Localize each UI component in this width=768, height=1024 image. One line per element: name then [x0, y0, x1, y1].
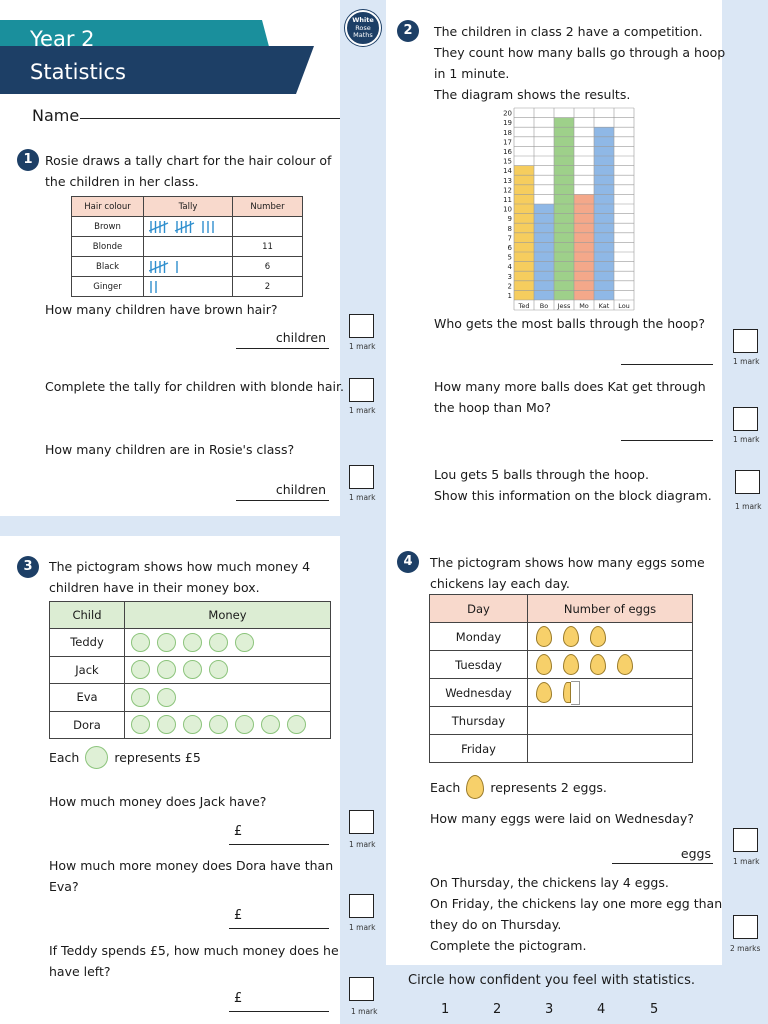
y-tick-label: 7	[507, 234, 512, 243]
q2-question-c-line: Show this information on the block diagram.	[434, 488, 712, 503]
q1-question-c: How many children are in Rosie's class?	[45, 442, 295, 457]
child-name: Teddy	[50, 629, 125, 657]
tally-colour: Ginger	[72, 277, 144, 297]
y-tick-label: 12	[503, 186, 512, 195]
mark-box[interactable]	[349, 894, 374, 918]
q2-question-c	[434, 464, 712, 506]
y-tick-label: 8	[507, 224, 512, 233]
block-diagram	[498, 104, 638, 316]
coin-icon	[287, 715, 306, 734]
day-name: Thursday	[430, 707, 528, 735]
coin-icon	[183, 633, 202, 652]
q4-intro-line: The pictogram shows how many eggs some	[430, 555, 705, 570]
coin-icon	[157, 688, 176, 707]
y-tick-label: 17	[503, 138, 512, 147]
q2-question-b-line: the hoop than Mo?	[434, 400, 552, 415]
eggs-header-number: Number of eggs	[528, 595, 693, 623]
y-tick-label: 3	[507, 272, 512, 281]
mark-box[interactable]	[349, 465, 374, 489]
answer-line[interactable]	[236, 348, 329, 349]
tally-number: 6	[233, 257, 303, 277]
bar-jess	[554, 118, 574, 300]
q3-question-c-line: have left?	[49, 964, 111, 979]
tally-colour: Blonde	[72, 237, 144, 257]
q1-question-b: Complete the tally for children with blonde hair.	[45, 379, 344, 394]
name-line[interactable]	[80, 118, 340, 119]
answer-line[interactable]	[236, 500, 329, 501]
eggs-row	[430, 679, 693, 707]
q4-intro	[430, 552, 705, 594]
q1-intro	[45, 150, 331, 192]
mark-label: 1 mark	[349, 342, 376, 351]
tally-marks-icon	[149, 219, 223, 235]
logo-line: Rose	[355, 23, 371, 32]
q2-question-b-line: How many more balls does Kat get through	[434, 379, 706, 394]
y-tick-label: 14	[503, 167, 512, 176]
key-text: represents £5	[114, 750, 201, 765]
coin-icon	[131, 660, 150, 679]
x-tick-label: Mo	[579, 302, 589, 310]
q3-question-c	[49, 940, 339, 982]
question-number-1: 1	[17, 149, 39, 171]
answer-unit: children	[275, 330, 326, 345]
q2-intro-line: They count how many balls go through a hoop	[434, 45, 726, 60]
question-number-3: 3	[17, 556, 39, 578]
currency-symbol: £	[234, 991, 243, 1006]
answer-unit: eggs	[680, 846, 711, 861]
white-rose-maths-logo	[345, 10, 381, 46]
tally-header-tally: Tally	[144, 197, 233, 217]
eggs-header-day: Day	[430, 595, 528, 623]
pictogram-row	[50, 656, 331, 684]
coin-cell	[125, 656, 331, 684]
child-name: Dora	[50, 711, 125, 739]
q4-intro-line: chickens lay each day.	[430, 576, 570, 591]
egg-cell	[528, 679, 693, 707]
day-name: Friday	[430, 735, 528, 763]
x-tick-label: Jess	[557, 302, 571, 310]
mark-box[interactable]	[733, 828, 758, 852]
coin-icon	[131, 633, 150, 652]
pictogram-row	[50, 629, 331, 657]
egg-icon	[536, 654, 552, 675]
q4-key	[430, 775, 607, 799]
q3-question-c-line: If Teddy spends £5, how much money does he	[49, 943, 339, 958]
egg-icon	[536, 682, 552, 703]
q4-question-b-line: they do on Thursday.	[430, 917, 562, 932]
tally-row	[72, 237, 303, 257]
coin-icon	[183, 660, 202, 679]
x-tick-label: Lou	[618, 302, 630, 310]
q2-question-a: Who gets the most balls through the hoop?	[434, 316, 706, 331]
subject-title: Statistics	[30, 60, 126, 84]
eggs-row	[430, 735, 693, 763]
answer-line[interactable]	[229, 844, 329, 845]
q1-question-a: How many children have brown hair?	[45, 302, 278, 317]
year-title: Year 2	[30, 27, 95, 51]
eggs-row	[430, 623, 693, 651]
mark-label: 1 mark	[351, 1007, 378, 1016]
confidence-option-2[interactable]: 2	[493, 1002, 502, 1017]
day-name: Monday	[430, 623, 528, 651]
q2-intro-line: The children in class 2 have a competition.	[434, 24, 703, 39]
coin-icon	[261, 715, 280, 734]
egg-icon	[590, 654, 606, 675]
key-text: represents 2 eggs.	[490, 779, 607, 795]
y-tick-label: 13	[503, 176, 512, 185]
y-tick-label: 16	[503, 148, 512, 156]
question-number-4: 4	[397, 551, 419, 573]
coin-icon	[235, 715, 254, 734]
mark-label: 2 marks	[730, 944, 761, 953]
key-text: Each	[49, 750, 80, 765]
mark-label: 1 mark	[733, 435, 760, 444]
confidence-option-3[interactable]: 3	[545, 1002, 554, 1017]
y-tick-label: 2	[507, 282, 512, 291]
tally-marks	[144, 257, 233, 277]
q3-key	[49, 746, 201, 769]
q4-question-b-line: On Thursday, the chickens lay 4 eggs.	[430, 875, 669, 890]
coin-icon	[183, 715, 202, 734]
margin-strip-right	[722, 0, 768, 1024]
egg-cell	[528, 623, 693, 651]
pictogram-header-child: Child	[50, 602, 125, 629]
y-tick-label: 15	[503, 157, 512, 166]
mark-label: 1 mark	[349, 840, 376, 849]
tally-number: 11	[233, 237, 303, 257]
bar-mo	[574, 194, 594, 300]
confidence-option-1[interactable]: 1	[441, 1002, 450, 1017]
q3-question-b-line: Eva?	[49, 879, 79, 894]
q2-question-b	[434, 376, 706, 418]
x-tick-label: Ted	[518, 302, 530, 310]
egg-cell	[528, 651, 693, 679]
eggs-pictogram	[429, 594, 693, 763]
coin-icon	[85, 746, 108, 769]
tally-row	[72, 277, 303, 297]
egg-icon	[563, 654, 579, 675]
logo-line: White	[352, 16, 374, 24]
y-tick-label: 4	[507, 263, 512, 272]
coin-cell	[125, 711, 331, 739]
mark-box[interactable]	[349, 314, 374, 338]
mark-box[interactable]	[733, 329, 758, 353]
coin-icon	[157, 715, 176, 734]
child-name: Eva	[50, 684, 125, 712]
q2-intro	[434, 21, 725, 105]
child-name: Jack	[50, 656, 125, 684]
tally-marks	[144, 217, 233, 237]
tally-marks	[144, 277, 233, 297]
answer-line[interactable]	[621, 364, 713, 365]
y-tick-label: 19	[503, 119, 512, 128]
egg-icon	[563, 626, 579, 647]
tally-chart	[71, 196, 303, 297]
mark-box[interactable]	[733, 407, 758, 431]
margin-strip-middle	[340, 0, 386, 1024]
currency-symbol: £	[234, 824, 243, 839]
eggs-row	[430, 707, 693, 735]
half-egg-outline	[571, 681, 580, 705]
pictogram-row	[50, 711, 331, 739]
mark-box[interactable]	[349, 378, 374, 402]
x-tick-label: Kat	[598, 302, 610, 310]
tally-colour: Black	[72, 257, 144, 277]
mark-label: 1 mark	[733, 857, 760, 866]
coin-icon	[131, 715, 150, 734]
half-egg-icon	[563, 682, 571, 703]
mark-label: 1 mark	[735, 502, 762, 511]
mark-label: 1 mark	[349, 493, 376, 502]
q3-question-a: How much money does Jack have?	[49, 794, 267, 809]
coin-icon	[157, 633, 176, 652]
key-text: Each	[430, 779, 461, 795]
q2-intro-line: The diagram shows the results.	[434, 87, 631, 102]
mark-label: 1 mark	[349, 406, 376, 415]
answer-line[interactable]	[621, 440, 713, 441]
confidence-prompt: Circle how confident you feel with statistics.	[408, 973, 695, 988]
q3-question-b-line: How much more money does Dora have than	[49, 858, 334, 873]
q3-intro-line: The pictogram shows how much money 4	[49, 559, 311, 574]
q1-intro-line: Rosie draws a tally chart for the hair colour of	[45, 153, 332, 168]
tally-header-number: Number	[233, 197, 303, 217]
mark-label: 1 mark	[349, 923, 376, 932]
q3-question-b	[49, 855, 333, 897]
q2-question-c-line: Lou gets 5 balls through the hoop.	[434, 467, 649, 482]
q1-intro-line: the children in her class.	[45, 174, 199, 189]
question-number-2: 2	[397, 20, 419, 42]
pictogram-header-money: Money	[125, 602, 331, 629]
coin-cell	[125, 684, 331, 712]
y-tick-label: 18	[503, 128, 512, 137]
mark-label: 1 mark	[733, 357, 760, 366]
day-name: Tuesday	[430, 651, 528, 679]
egg-cell-blank[interactable]	[528, 707, 693, 735]
x-tick-label: Bo	[539, 302, 549, 310]
logo-line: Maths	[353, 31, 373, 39]
confidence-option-4[interactable]: 4	[597, 1002, 606, 1017]
confidence-option-5[interactable]: 5	[650, 1002, 659, 1017]
tally-marks-icon	[149, 279, 165, 295]
mark-box[interactable]	[349, 810, 374, 834]
q4-question-b	[430, 872, 722, 956]
money-pictogram	[49, 601, 331, 739]
egg-icon	[617, 654, 633, 675]
egg-cell-blank[interactable]	[528, 735, 693, 763]
mark-box[interactable]	[349, 977, 374, 1001]
y-tick-label: 6	[507, 244, 512, 252]
answer-line[interactable]	[229, 928, 329, 929]
tally-colour: Brown	[72, 217, 144, 237]
q3-intro	[49, 556, 310, 598]
mark-box[interactable]	[733, 915, 758, 939]
coin-icon	[209, 715, 228, 734]
egg-icon	[536, 626, 552, 647]
coin-icon	[209, 660, 228, 679]
answer-line[interactable]	[229, 1011, 329, 1012]
currency-symbol: £	[234, 908, 243, 923]
coin-icon	[235, 633, 254, 652]
mark-box[interactable]	[735, 470, 760, 494]
name-label: Name	[32, 106, 80, 125]
q3-intro-line: children have in their money box.	[49, 580, 260, 595]
q4-question-a: How many eggs were laid on Wednesday?	[430, 811, 694, 826]
y-tick-label: 20	[503, 109, 512, 118]
coin-icon	[209, 633, 228, 652]
tally-number: 2	[233, 277, 303, 297]
tally-row	[72, 257, 303, 277]
tally-header-colour: Hair colour	[72, 197, 144, 217]
y-tick-label: 10	[503, 205, 512, 214]
answer-unit: children	[275, 482, 326, 497]
q4-question-b-line: Complete the pictogram.	[430, 938, 587, 953]
q2-intro-line: in 1 minute.	[434, 66, 510, 81]
y-tick-label: 9	[507, 215, 512, 224]
coin-cell	[125, 629, 331, 657]
section-divider-left	[0, 516, 340, 536]
q4-question-b-line: On Friday, the chickens lay one more egg than	[430, 896, 723, 911]
pictogram-row	[50, 684, 331, 712]
tally-marks-icon	[149, 259, 185, 275]
coin-icon	[157, 660, 176, 679]
answer-line[interactable]	[612, 863, 713, 864]
y-tick-label: 1	[507, 292, 512, 300]
y-tick-label: 11	[503, 196, 512, 204]
tally-row	[72, 217, 303, 237]
eggs-row	[430, 651, 693, 679]
day-name: Wednesday	[430, 679, 528, 707]
y-tick-label: 5	[507, 253, 512, 262]
tally-marks-blank[interactable]	[144, 237, 233, 257]
tally-number[interactable]	[233, 217, 303, 237]
egg-icon	[590, 626, 606, 647]
coin-icon	[131, 688, 150, 707]
egg-icon	[466, 775, 484, 799]
